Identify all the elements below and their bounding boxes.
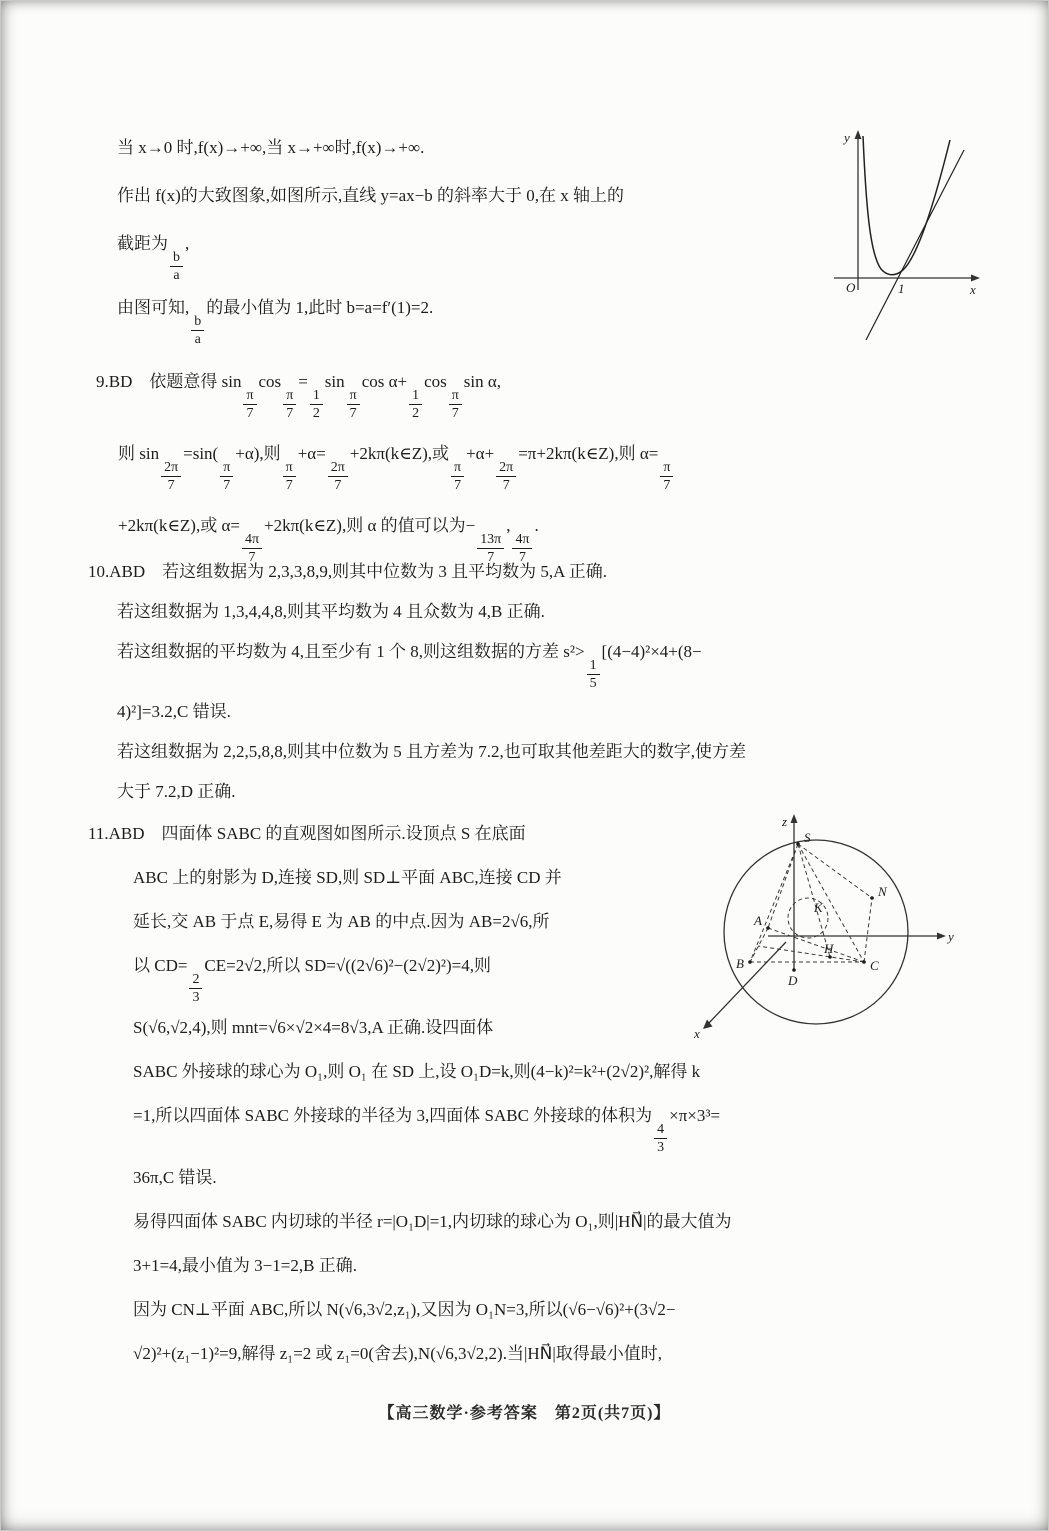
answer-line: 若这组数据为 2,2,5,8,8,则其中位数为 5 且方差为 7.2,也可取其他差距大的数字,使方差 <box>117 741 746 761</box>
fig1-label-y: y <box>844 130 850 145</box>
answer-line: 4)²]=3.2,C 错误. <box>117 701 231 721</box>
answer-line: +2kπ(k∈Z),或 α= $\frac{4\pi}{7}$ +2kπ(k∈Z),则 α 的值可以为− $\frac{13\pi}{7}$ , $\frac{4\pi}{7}$ . <box>118 515 539 565</box>
point-S <box>796 842 800 846</box>
fig2-label-H: H <box>824 941 834 956</box>
fig2-label-S: S <box>804 830 811 845</box>
fig2-label-B: B <box>736 956 744 971</box>
circumscribed-sphere-circle <box>724 840 908 1024</box>
fig2-label-A: A <box>754 913 762 928</box>
point-C <box>862 960 866 964</box>
y-axis-arrow-icon <box>855 130 862 139</box>
fig2-label-C: C <box>870 958 879 973</box>
answer-line: 3+1=4,最小值为 3−1=2,B 正确. <box>133 1255 357 1275</box>
fig1-label-one: 1 <box>898 281 905 296</box>
answer-line: 若这组数据为 1,3,4,4,8,则其平均数为 4 且众数为 4,B 正确. <box>117 602 545 621</box>
answer-line: ABC 上的射影为 D,连接 SD,则 SD⊥平面 ABC,连接 CD 并 <box>133 868 562 887</box>
answer-line: 大于 7.2,D 正确. <box>117 781 236 801</box>
answer-line: √2)²+(z₁−1)²=9,解得 z₁=2 或 z₁=0(舍去),N(√6,3√2,2).当|HN⃗|取得最小值时, <box>133 1343 662 1363</box>
question-10-answer <box>88 552 746 812</box>
answer-line: 截距为 $\frac{b}{a}$ , <box>117 234 190 283</box>
answer-line: 10.ABD 若这组数据为 2,3,3,8,9,则其中位数为 3 且平均数为 5,A 正确. <box>88 562 607 581</box>
fig2-label-y: y <box>948 929 954 944</box>
answer-line: 延长,交 AB 于点 E,易得 E 为 AB 的中点.因为 AB=2√6,所 <box>133 912 550 931</box>
point-D <box>792 968 796 972</box>
question-8-continuation <box>117 124 624 348</box>
answer-line: S(√6,√2,4),则 mnt=√6×√2×4=8√3,A 正确.设四面体 <box>133 1017 494 1037</box>
answer-line: 由图可知, $\frac{b}{a}$ 的最小值为 1,此时 b=a=f′(1)=2. <box>117 297 434 347</box>
y-axis-arrow-icon <box>937 933 946 940</box>
function-graph-figure <box>826 126 986 366</box>
answer-line: SABC 外接球的球心为 O₁,则 O₁ 在 SD 上,设 O₁D=k,则(4−k)²=k²+(2√2)²,解得 k <box>133 1061 701 1081</box>
answer-line: 当 x→0 时,f(x)→+∞,当 x→+∞时,f(x)→+∞. <box>117 138 425 157</box>
line-y-equals-ax-minus-b <box>866 150 964 340</box>
fig2-label-N: N <box>878 884 887 899</box>
fig2-label-z: z <box>782 814 788 829</box>
answer-line: 易得四面体 SABC 内切球的半径 r=|O₁D|=1,内切球的球心为 O₁,则|HN⃗|的最大值为 <box>133 1211 732 1231</box>
fig2-label-D: D <box>788 973 798 988</box>
point-A <box>766 926 770 930</box>
edge-C-N <box>864 898 872 962</box>
fig1-label-x: x <box>970 282 976 297</box>
answer-line: 则 sin $\frac{2\pi}{7}$ =sin( $\frac{\pi}{7}$ +α),则 $\frac{\pi}{7}$ +α= $\frac{2\pi}{7}$ +2kπ(k∈Z),或 $\frac{\pi}{7}$ +α+ $\frac{2\pi}{7}$ =π+2kπ(k∈Z),则 α= $\frac{\pi}{7}$ <box>96 422 675 494</box>
answer-line: 因为 CN⊥平面 ABC,所以 N(√6,3√2,z₁),又因为 O₁N=3,所以(√6−√6)²+(3√2− <box>133 1299 676 1319</box>
point-B <box>748 960 752 964</box>
fig1-label-origin: O <box>846 280 856 295</box>
answer-line: 9.BD 依题意得 sin $\frac{\pi}{7}$ cos $\frac{\pi}{7}$ = $\frac{1}{2}$ sin $\frac{\pi}{7}$ cos α+ $\frac{1}{2}$ cos $\frac{\pi}{7}$ sin α, <box>96 372 502 421</box>
f-of-x-curve <box>863 136 950 275</box>
tetrahedron-sphere-figure <box>688 810 998 1065</box>
question-9-answer <box>96 350 675 566</box>
answer-line: =1,所以四面体 SABC 外接球的半径为 3,四面体 SABC 外接球的体积为 $\frac{4}{3}$ ×π×3³= <box>133 1105 721 1155</box>
answer-line: 以 CD= $\frac{2}{3}$ CE=2√2,所以 SD=√((2√6)²−(2√2)²)=4,则 <box>133 956 491 1005</box>
z-axis-arrow-icon <box>791 814 798 823</box>
answer-line: 11.ABD 四面体 SABC 的直观图如图所示.设顶点 S 在底面 <box>88 824 526 843</box>
question-11-answer <box>88 812 732 1376</box>
answer-line: 作出 f(x)的大致图象,如图所示,直线 y=ax−b 的斜率大于 0,在 x 轴上的 <box>117 186 624 205</box>
page-footer: 【高三数学·参考答案 第2页(共7页)】 <box>378 1405 671 1422</box>
x-axis-arrow-icon <box>971 275 980 282</box>
fig2-label-K: K <box>814 900 823 915</box>
edge-A-B <box>750 928 768 962</box>
answer-line: 若这组数据的平均数为 4,且至少有 1 个 8,则这组数据的方差 s²> $\frac{1}{5}$ [(4−4)²×4+(8− <box>117 642 702 691</box>
point-N <box>870 896 874 900</box>
fig2-label-x: x <box>694 1026 700 1041</box>
answer-line: 36π,C 错误. <box>133 1167 217 1187</box>
